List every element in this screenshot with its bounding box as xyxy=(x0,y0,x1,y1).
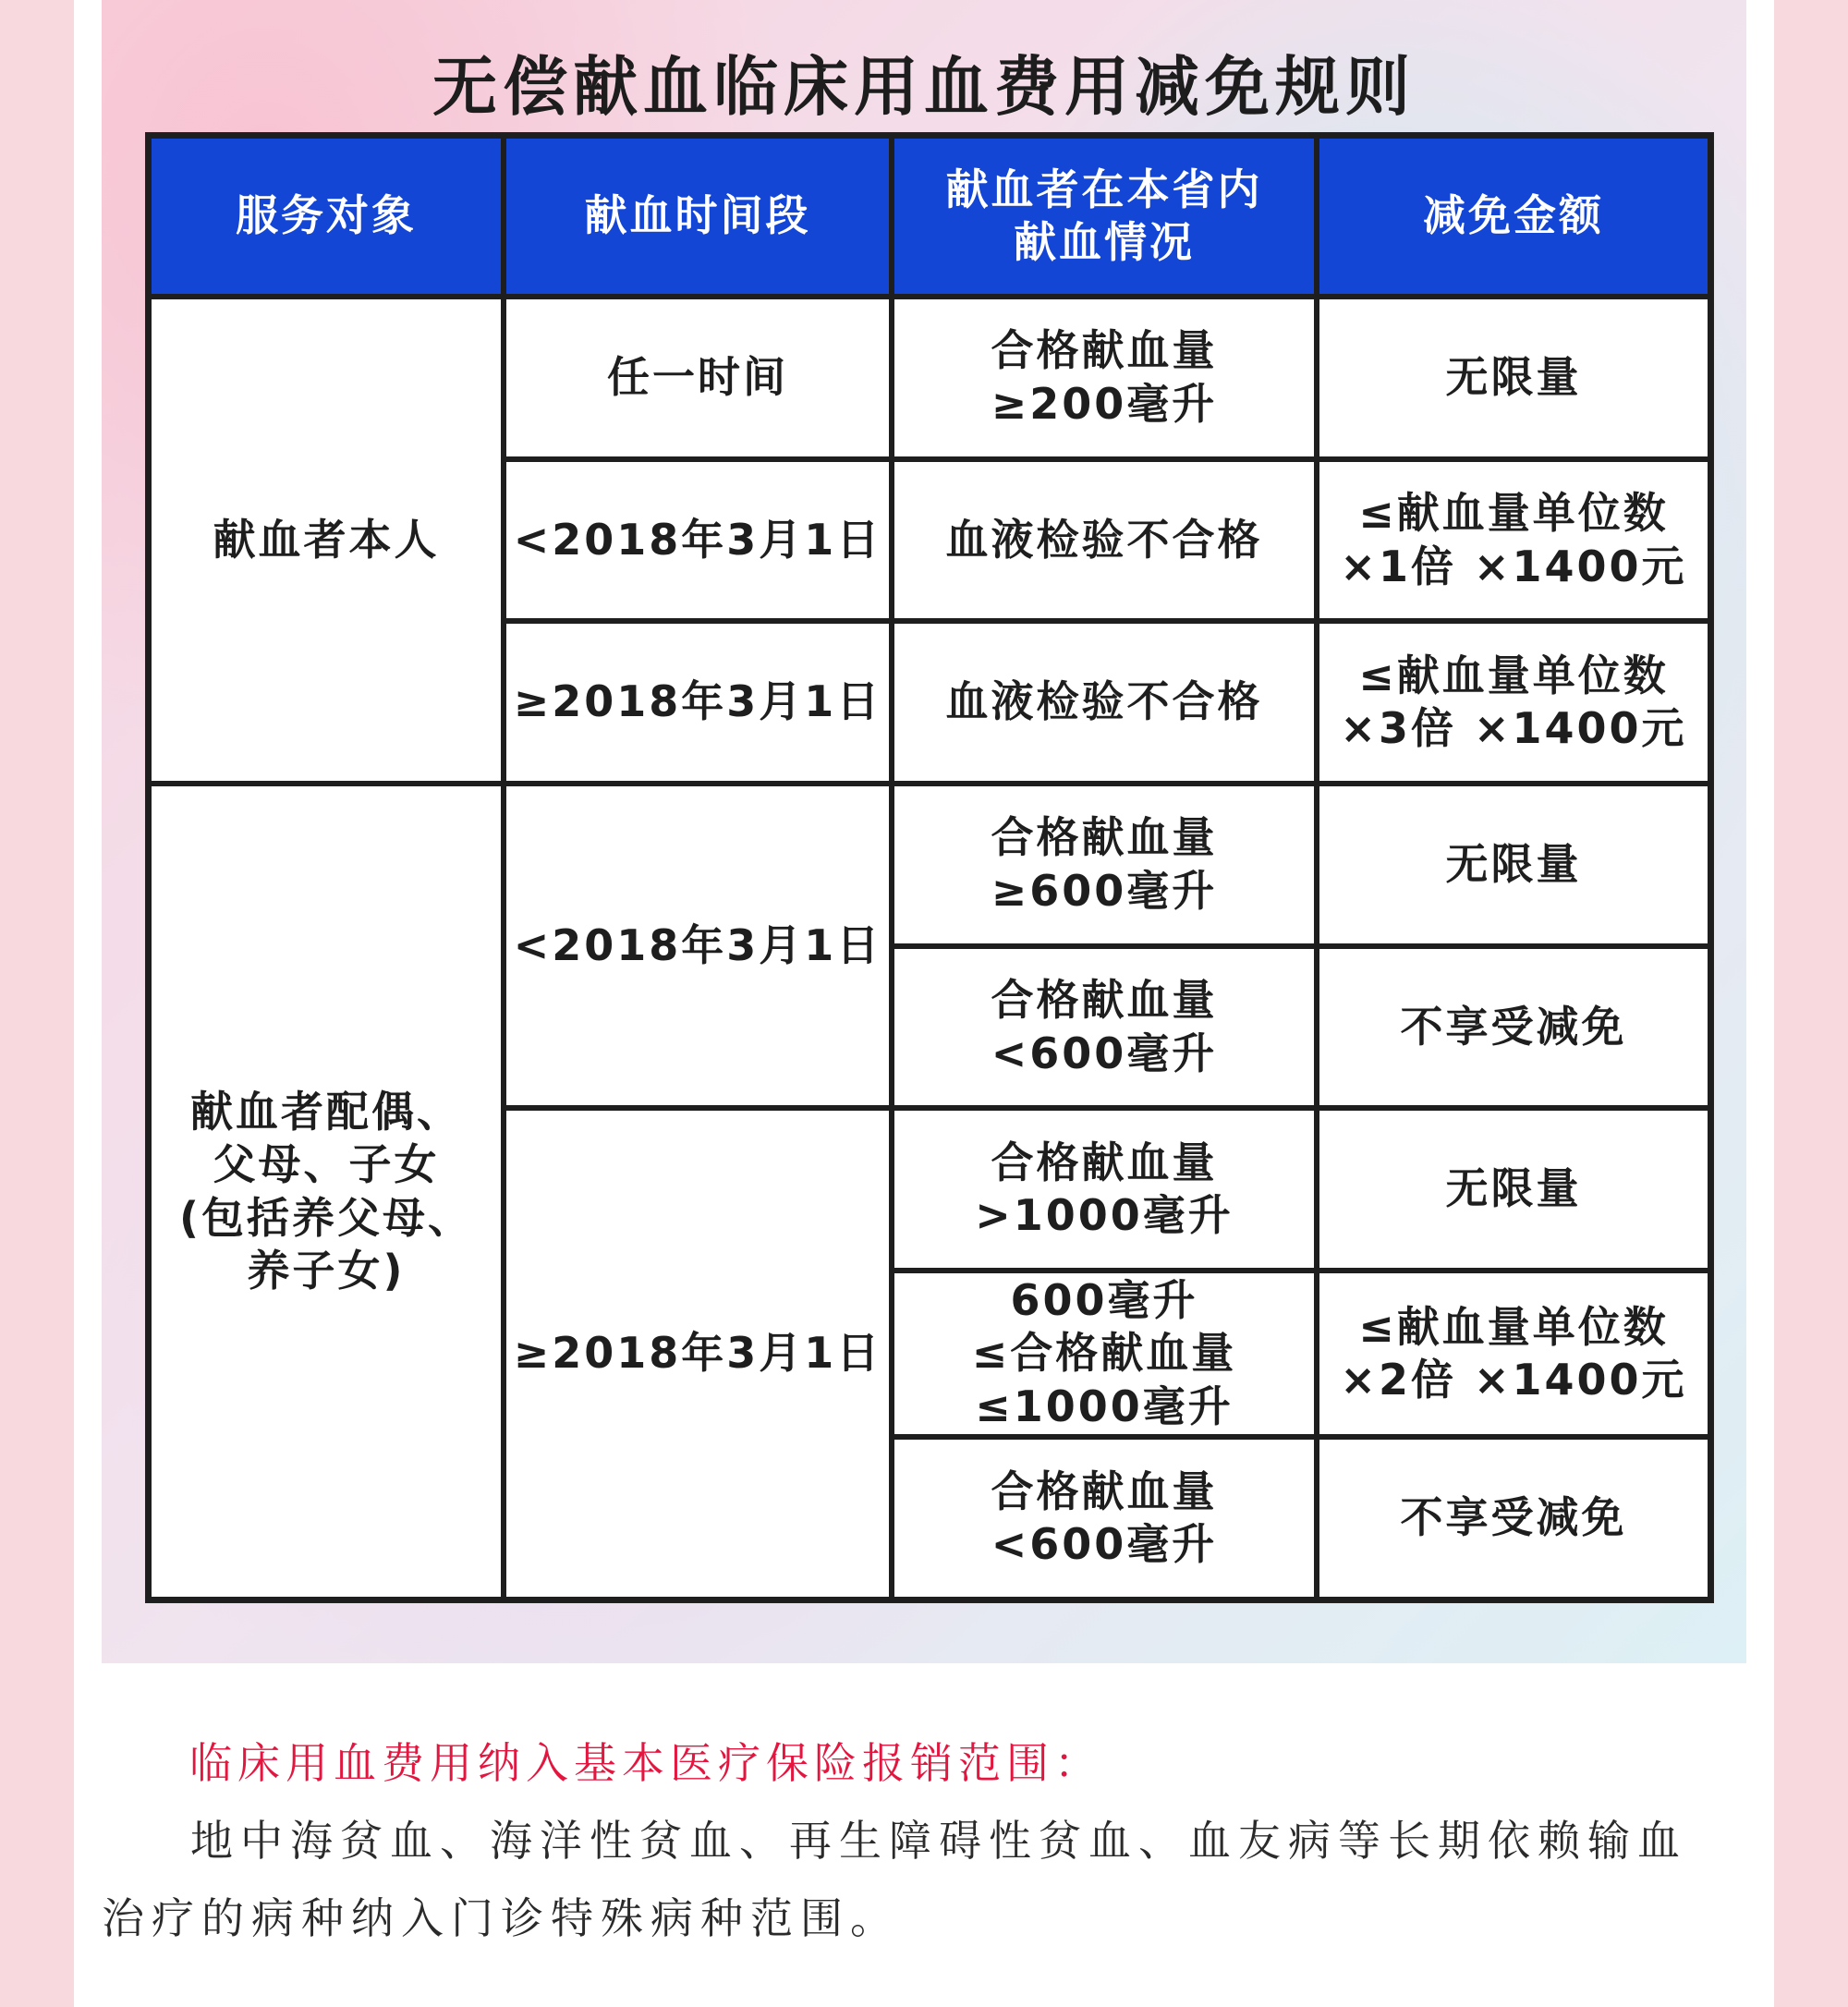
poster-title: 无偿献血临床用血费用减免规则 xyxy=(432,49,1416,125)
amount-line: ×2倍 ×1400元 xyxy=(1340,1355,1687,1405)
header-service-target: 服务对象 xyxy=(149,136,504,297)
amount-line: 不享受减免 xyxy=(1400,1001,1627,1052)
rules-poster xyxy=(102,0,1746,1663)
amount-cell xyxy=(1317,1271,1710,1437)
target-family-cell xyxy=(149,784,504,1600)
condition-line: <600毫升 xyxy=(991,1519,1218,1570)
target-family-line: (包括养父母、 xyxy=(178,1192,474,1243)
condition-line: <600毫升 xyxy=(991,1028,1218,1078)
section-heading: 临床用血费用纳入基本医疗保险报销范围： xyxy=(189,1738,1102,1788)
condition-line: 合格献血量 xyxy=(991,1466,1218,1516)
amount-cell xyxy=(1317,784,1710,946)
header-donation-status-line-2: 献血情况 xyxy=(1014,217,1195,267)
amount-line: ×3倍 ×1400元 xyxy=(1340,703,1687,754)
period-cell: <2018年3月1日 xyxy=(504,784,892,1108)
table-row xyxy=(149,784,1710,946)
condition-line: 600毫升 xyxy=(1010,1274,1198,1325)
condition-cell xyxy=(892,621,1317,784)
amount-cell xyxy=(1317,1108,1710,1271)
condition-line: ≤1000毫升 xyxy=(975,1381,1234,1431)
condition-cell xyxy=(892,784,1317,946)
condition-line: 合格献血量 xyxy=(991,975,1218,1026)
condition-cell xyxy=(892,297,1317,459)
condition-line: 合格献血量 xyxy=(991,325,1218,376)
header-donation-status xyxy=(892,136,1317,297)
condition-cell xyxy=(892,459,1317,622)
table-header-row xyxy=(149,136,1710,297)
condition-cell xyxy=(892,1271,1317,1437)
target-family-line: 献血者配偶、 xyxy=(190,1086,462,1137)
rules-table xyxy=(146,133,1713,1602)
target-family-line: 父母、子女 xyxy=(213,1139,440,1189)
condition-cell xyxy=(892,1108,1317,1271)
amount-cell xyxy=(1317,946,1710,1109)
period-cell: <2018年3月1日 xyxy=(504,459,892,622)
amount-cell xyxy=(1317,459,1710,622)
condition-line: ≥200毫升 xyxy=(991,378,1218,429)
period-cell: ≥2018年3月1日 xyxy=(504,1108,892,1600)
condition-line: 合格献血量 xyxy=(991,1137,1218,1187)
period-cell: 任一时间 xyxy=(504,297,892,459)
amount-line: ×1倍 ×1400元 xyxy=(1340,541,1687,591)
condition-line: 血液检验不合格 xyxy=(945,514,1263,565)
condition-line: ≥600毫升 xyxy=(991,865,1218,916)
target-family-line: 养子女) xyxy=(247,1246,406,1295)
amount-cell xyxy=(1317,297,1710,459)
amount-line: 不享受减免 xyxy=(1400,1492,1627,1543)
amount-line: ≤献血量单位数 xyxy=(1358,1301,1669,1352)
header-reduction-amount: 减免金额 xyxy=(1317,136,1710,297)
period-cell: ≥2018年3月1日 xyxy=(504,621,892,784)
amount-line: 无限量 xyxy=(1445,839,1582,890)
condition-line: >1000毫升 xyxy=(975,1190,1234,1241)
condition-line: 合格献血量 xyxy=(991,812,1218,863)
condition-line: ≤合格献血量 xyxy=(971,1328,1237,1379)
target-self-cell: 献血者本人 xyxy=(149,297,504,784)
amount-line: ≤献血量单位数 xyxy=(1358,650,1669,700)
amount-line: 无限量 xyxy=(1445,1163,1582,1214)
amount-line: ≤献血量单位数 xyxy=(1358,488,1669,538)
header-donation-status-line-1: 献血者在本省内 xyxy=(945,164,1263,214)
header-donation-period: 献血时间段 xyxy=(504,136,892,297)
amount-cell xyxy=(1317,1437,1710,1600)
condition-cell xyxy=(892,1437,1317,1600)
table-row xyxy=(149,297,1710,459)
amount-cell xyxy=(1317,621,1710,784)
section-paragraph: 地中海贫血、海洋性贫血、再生障碍性贫血、血友病等长期依赖输血治疗的病种纳入门诊特殊病种范围。 xyxy=(102,1816,1687,1943)
condition-line: 血液检验不合格 xyxy=(945,676,1263,727)
amount-line: 无限量 xyxy=(1445,352,1582,403)
condition-cell xyxy=(892,946,1317,1109)
